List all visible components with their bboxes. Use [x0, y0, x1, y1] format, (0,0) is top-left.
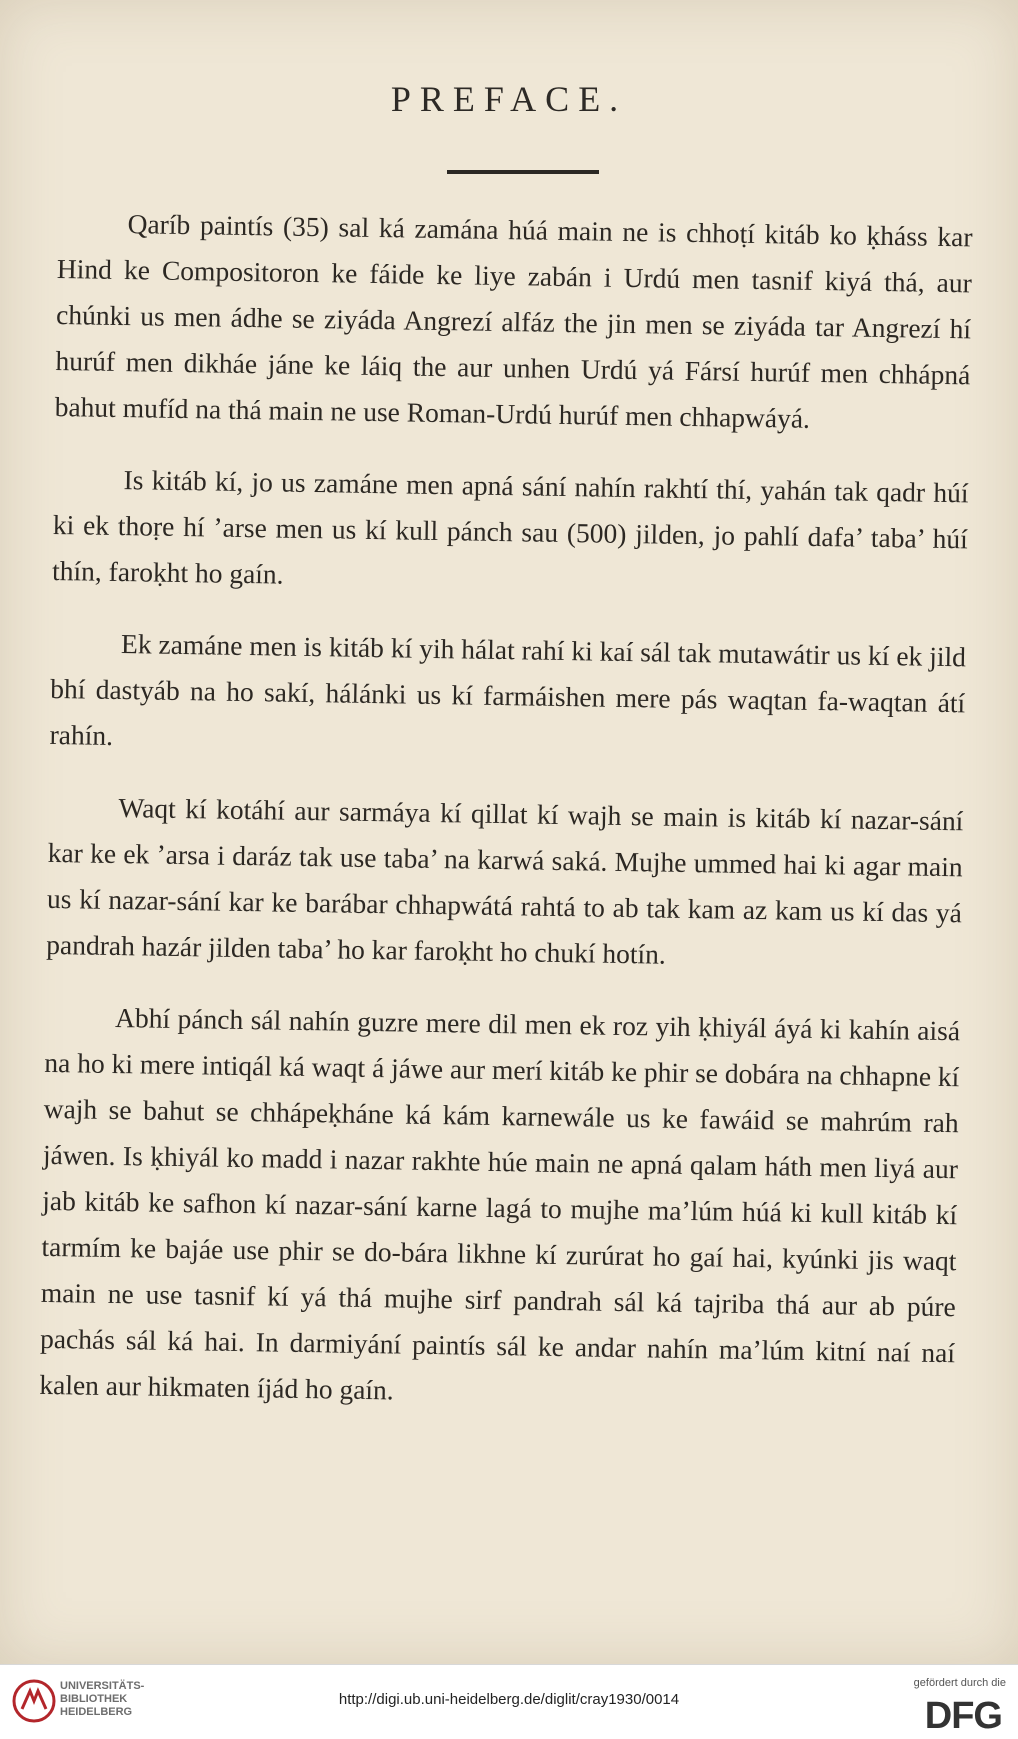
preface-body	[39, 200, 973, 1448]
paragraph-3: Ek zamáne men is kitáb kí yih hálat rahí ki kaí sál tak mutawátir us kí ek jild bhí dastyáb na ho sakí, hálánki us kí farmáishen mere pás waqtan fa-waqtan átí rahín.	[49, 628, 967, 751]
dfg-logo: DFG	[924, 1695, 1002, 1737]
viewer-footer	[0, 1664, 1018, 1739]
library-name-line-2: BIBLIOTHEK	[60, 1693, 128, 1705]
funding-note: gefördert durch die	[913, 1677, 1006, 1689]
page-title: PREFACE.	[390, 79, 628, 119]
paragraph-1: Qaríb paintís (35) sal ká zamána húá main ne is chhoṭí kitáb ko ḳháss kar Hind ke Compositoron ke fáide ke liye zabán i Urdú men tasnif kiyá thá, aur chúnki us men ádhe se ziyáda Angrezí alfáz the jin men se ziyáda tar Angrezí hí hurúf men dikháe jáne ke láiq the aur unhen Urdú yá Fársí hurúf men chhápná bahut mufíd na thá main ne use Roman-Urdú hurúf men chhapwáyá.	[54, 208, 973, 434]
paragraph-4: Waqt kí kotáhí aur sarmáya kí qillat kí wajh se main is kitáb kí nazar-sání kar ke ek ’arsa i daráz tak use taba’ na karwá saká. Mujhe ummed hai ki agar main us kí nazar-sání kar ke barábar chhapwátá rahtá to ab tak kam az kam us kí das yá pandrah hazár jilden taba’ ho kar faroḳht ho chukí hotín.	[46, 792, 964, 970]
library-name-line-3: HEIDELBERG	[60, 1706, 133, 1718]
library-name-line-1: UNIVERSITÄTS-	[60, 1680, 145, 1692]
title-rule	[447, 170, 599, 174]
paragraph-2: Is kitáb kí, jo us zamáne men apná sání nahín rakhtí thí, yahán tak qadr húí ki ek thoṛe hí ’arse men us kí kull pánch sau (500) jilden, jo pahlí dafa’ taba’ húí thín, faroḳht ho gaín.	[51, 464, 969, 590]
paragraph-5: Abhí pánch sál nahín guzre mere dil men ek roz yih ḳhiyál áyá ki kahín aisá na ho ki mere intiqál ká waqt á jáwe aur merí kitáb ke phir se dobára na chhapne kí wajh se bahut se chhápeḳháne ká kám karnewále us ke fawáid se mahrúm rah jáwen. Is ḳhiyál ko madd i nazar rakhte húe main ne apná qalam háth men liyá aur jab kitáb ke safhon kí nazar-sání karne lagá to mujhe ma’lúm húá ki kull kitáb kí tarmím ke bajáe use phir se do-bára likhne kí zurúrat ho gaí hai, kyúnki jis waqt main ne use tasnif kí yá thá mujhe sirf pandrah sál ká tajriba thá aur ab púre pachás sál ká hai. In darmiyání paintís sál ke andar nahín ma’lúm kitní naí naí kalen aur hikmaten íjád ho gaín.	[39, 1002, 961, 1406]
permalink-url[interactable]: http://digi.ub.uni-heidelberg.de/diglit/cray1930/0014	[338, 1691, 680, 1708]
